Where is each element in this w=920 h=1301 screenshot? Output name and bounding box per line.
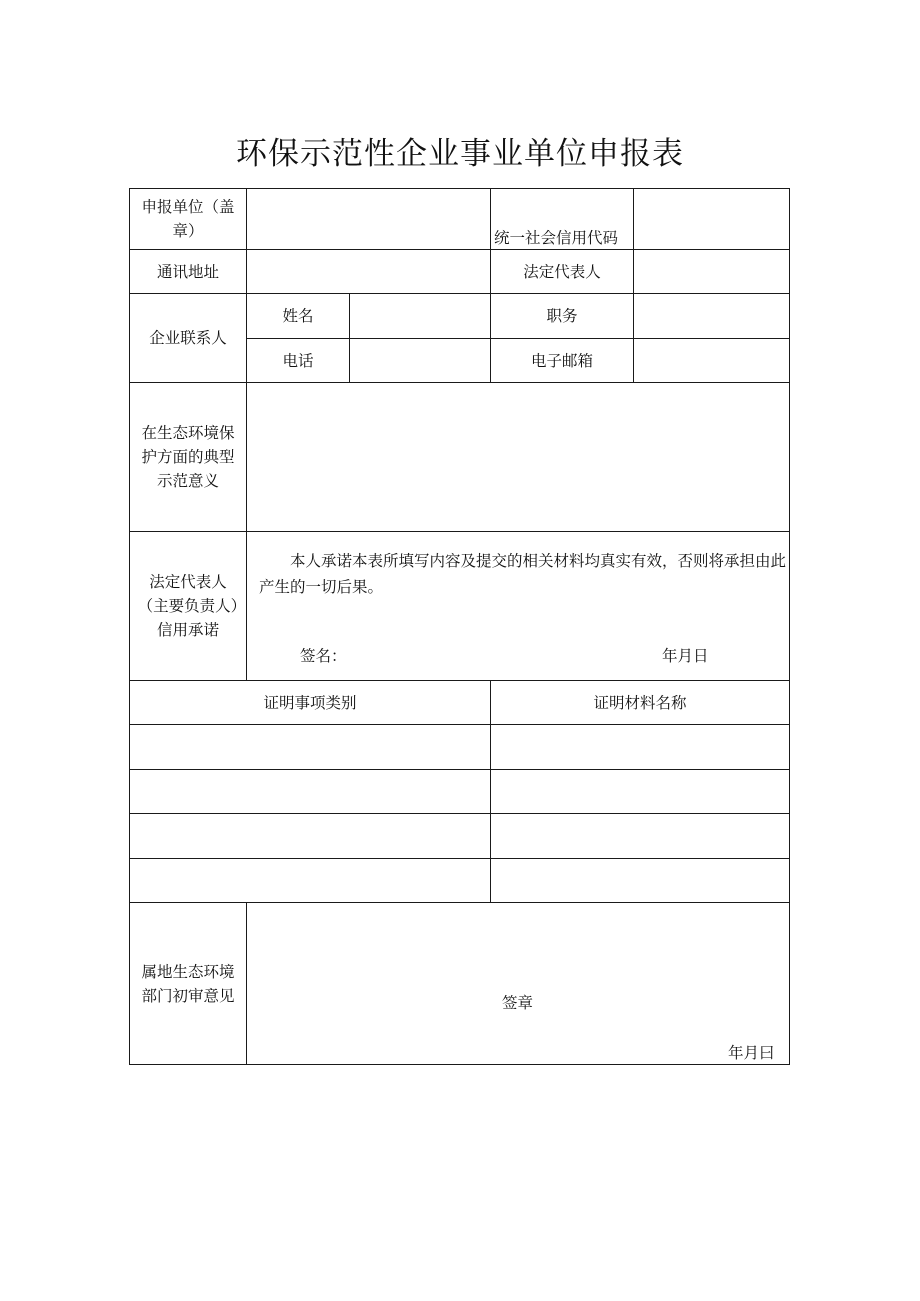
proof-material-cell[interactable] [491,814,789,858]
commitment-date-label: 年月日 [662,647,709,665]
commitment-text: 本人承诺本表所填写内容及提交的相关材料均真实有效，否则将承担由此产生的一切后果。 [259,552,787,596]
proof-material-cell[interactable] [491,770,789,813]
name-field[interactable] [350,294,490,338]
review-label: 属地生态环境部门初审意见 [141,962,235,1005]
credit-code-label: 统一社会信用代码 [494,229,619,247]
proof-material-cell[interactable] [491,725,789,769]
proof-category-header: 证明事项类别 [263,693,357,712]
proof-material-cell[interactable] [491,859,789,902]
address-field[interactable] [247,250,490,293]
phone-field[interactable] [350,339,490,382]
applicant-unit-label: 申报单位（盖章） [141,198,235,240]
contact-label: 企业联系人 [149,329,227,347]
applicant-unit-field[interactable] [247,189,490,249]
proof-category-cell[interactable] [130,814,490,858]
proof-category-cell[interactable] [130,725,490,769]
email-field[interactable] [634,339,789,382]
review-date-label: 年月曰 [728,1044,775,1062]
name-label: 姓名 [282,307,314,325]
position-label: 职务 [546,307,578,325]
phone-label: 电话 [282,351,314,370]
proof-material-header: 证明材料名称 [593,693,687,712]
commitment-label: 法定代表人（主要负责人）信用承诺 [137,573,239,639]
legal-rep-field[interactable] [634,250,789,293]
form-title: 环保示范性企业事业单位申报表 [236,136,684,172]
significance-field[interactable] [247,383,789,531]
proof-category-cell[interactable] [130,859,490,902]
signature-label: 签名： [300,647,347,665]
review-field[interactable] [247,903,789,1064]
email-label: 电子邮箱 [530,351,593,370]
stamp-label: 签章 [502,994,534,1012]
significance-label: 在生态环境保护方面的典型示范意义 [141,424,235,490]
legal-rep-label: 法定代表人 [523,262,601,281]
credit-code-field[interactable] [634,189,789,249]
proof-category-cell[interactable] [130,770,490,813]
position-field[interactable] [634,294,789,338]
address-label: 通讯地址 [156,262,219,281]
